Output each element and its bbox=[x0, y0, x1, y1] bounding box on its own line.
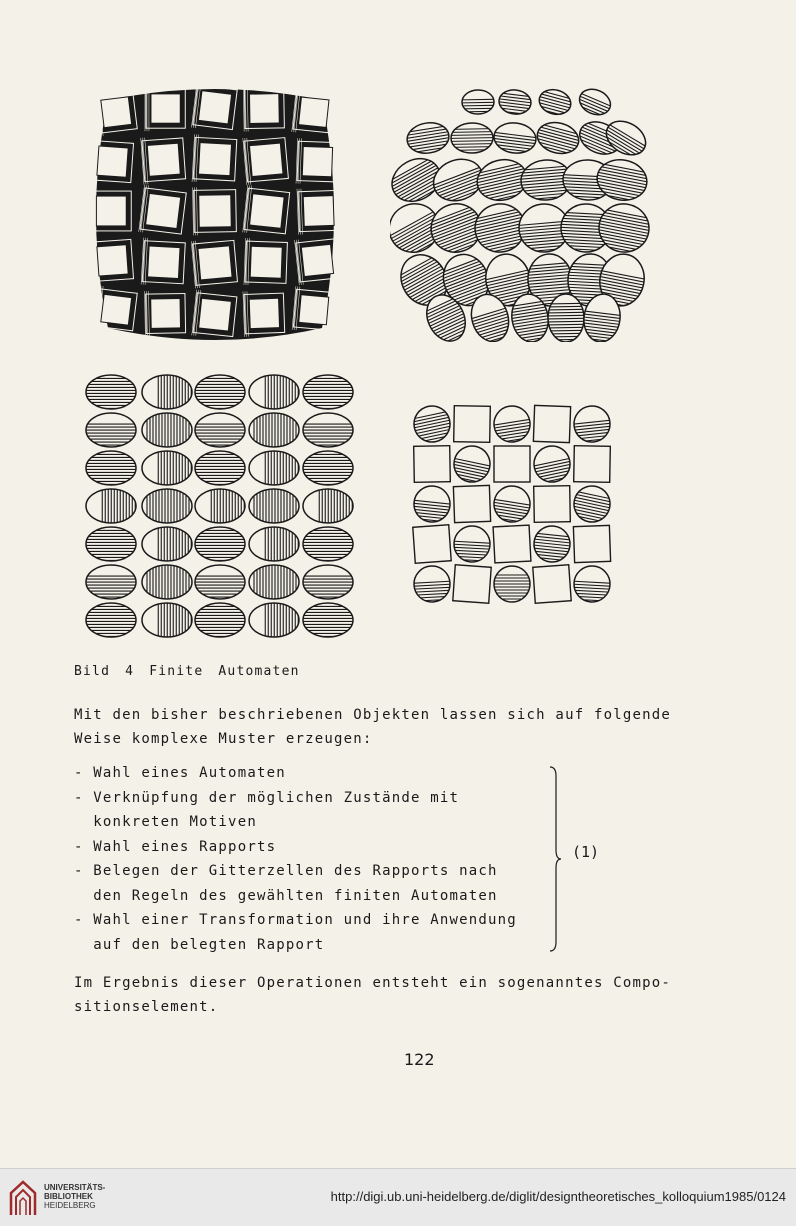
page-number: 122 bbox=[404, 1050, 435, 1069]
hatched-ellipse bbox=[573, 565, 611, 603]
hatched-ellipse bbox=[451, 443, 494, 486]
caption-title: Finite Automaten bbox=[149, 664, 300, 679]
hatched-ellipse bbox=[195, 413, 245, 447]
hatched-ellipse bbox=[249, 375, 299, 409]
hatched-ellipse bbox=[86, 565, 136, 599]
list-item: konkreten Motiven bbox=[74, 814, 257, 830]
hatched-ellipse bbox=[195, 451, 245, 485]
list-item: - Verknüpfung der möglichen Zustände mit bbox=[74, 789, 460, 806]
hatched-ellipse bbox=[142, 603, 192, 637]
hatched-ellipse bbox=[249, 413, 299, 447]
hatched-ellipse bbox=[498, 88, 533, 116]
square-cell bbox=[413, 525, 451, 563]
right-brace bbox=[548, 766, 562, 952]
hatched-ellipse bbox=[86, 375, 136, 409]
hatched-ellipse bbox=[532, 524, 572, 564]
hatched-ellipse bbox=[412, 484, 452, 524]
hatched-ellipse bbox=[86, 413, 136, 447]
square-cell bbox=[533, 565, 571, 603]
hatched-ellipse bbox=[195, 375, 245, 409]
hatched-ellipse bbox=[411, 403, 454, 446]
hatched-ellipse bbox=[142, 413, 192, 447]
figure-square-grid bbox=[90, 86, 350, 344]
hatched-ellipse bbox=[531, 443, 574, 486]
intro-line: Mit den bisher beschriebenen Objekten lassen sich auf folgende bbox=[74, 707, 671, 723]
hatched-ellipse bbox=[142, 565, 192, 599]
figure-ellipse-sphere bbox=[390, 80, 650, 342]
hatched-ellipse bbox=[453, 525, 491, 563]
library-line: UNIVERSITÄTS- bbox=[44, 1183, 106, 1192]
hatched-ellipse bbox=[195, 527, 245, 561]
hatched-ellipse bbox=[86, 603, 136, 637]
square-cell bbox=[453, 485, 490, 522]
intro-line: Weise komplexe Muster erzeugen: bbox=[74, 731, 373, 747]
hatched-ellipse bbox=[536, 86, 573, 117]
hatched-ellipse bbox=[303, 565, 353, 599]
conclusion-paragraph bbox=[74, 971, 671, 1019]
square-cell bbox=[494, 446, 530, 482]
library-logo-icon bbox=[8, 1179, 38, 1217]
hatched-ellipse bbox=[571, 483, 614, 526]
hatched-ellipse bbox=[303, 451, 353, 485]
square-cell bbox=[533, 405, 570, 442]
hatched-ellipse bbox=[405, 120, 451, 156]
hatched-ellipse bbox=[142, 375, 192, 409]
equation-number: (1) bbox=[572, 843, 600, 861]
list-item: den Regeln des gewählten finiten Automaten bbox=[74, 887, 498, 904]
intro-paragraph bbox=[74, 703, 671, 751]
hatched-ellipse bbox=[548, 294, 585, 342]
conclusion-line: Im Ergebnis dieser Operationen entsteht ein sogenanntes Compo- bbox=[74, 975, 671, 991]
list-item: - Belegen der Gitterzellen des Rapports nach bbox=[74, 863, 498, 879]
hatched-ellipse bbox=[86, 527, 136, 561]
hatched-ellipse bbox=[86, 451, 136, 485]
hatched-ellipse bbox=[303, 489, 353, 523]
figure-mixed-grid bbox=[410, 402, 620, 610]
footer-bar bbox=[0, 1168, 796, 1226]
hatched-ellipse bbox=[451, 123, 494, 154]
hatched-ellipse bbox=[491, 483, 532, 524]
list-item: - Wahl eines Automaten bbox=[74, 765, 286, 781]
library-city: HEIDELBERG bbox=[44, 1201, 96, 1210]
square-cell bbox=[534, 486, 571, 523]
list-item: - Wahl eines Rapports bbox=[74, 838, 277, 855]
hatched-ellipse bbox=[142, 527, 192, 561]
hatched-ellipse bbox=[303, 375, 353, 409]
hatched-ellipse bbox=[86, 489, 136, 523]
square-cell bbox=[453, 565, 491, 603]
hatched-ellipse bbox=[303, 527, 353, 561]
hatched-ellipse bbox=[534, 118, 582, 158]
library-name bbox=[44, 1183, 105, 1210]
figure-caption bbox=[74, 664, 300, 679]
hatched-ellipse bbox=[249, 565, 299, 599]
square-cell bbox=[454, 406, 491, 443]
hatched-ellipse bbox=[576, 85, 615, 120]
hatched-ellipse bbox=[595, 200, 650, 257]
hatched-ellipse bbox=[142, 451, 192, 485]
hatched-ellipse bbox=[249, 489, 299, 523]
hatched-ellipse bbox=[195, 489, 245, 523]
list-item: - Wahl einer Transformation und ihre Anwendung bbox=[74, 912, 517, 928]
hatched-ellipse bbox=[303, 603, 353, 637]
step-list bbox=[74, 761, 517, 957]
hatched-ellipse bbox=[494, 566, 530, 602]
list-item: auf den belegten Rapport bbox=[74, 936, 325, 953]
hatched-ellipse bbox=[249, 527, 299, 561]
hatched-ellipse bbox=[142, 489, 192, 523]
hatched-ellipse bbox=[491, 403, 532, 444]
conclusion-line: sitionselement. bbox=[74, 999, 219, 1015]
caption-label: Bild 4 bbox=[74, 664, 135, 679]
hatched-ellipse bbox=[413, 565, 451, 603]
hatched-ellipse bbox=[462, 90, 494, 115]
hatched-ellipse bbox=[195, 565, 245, 599]
hatched-ellipse bbox=[572, 404, 612, 444]
hatched-ellipse bbox=[249, 603, 299, 637]
square-cell bbox=[493, 525, 531, 563]
hatched-ellipse bbox=[195, 603, 245, 637]
source-url-link[interactable]: http://digi.ub.uni-heidelberg.de/diglit/designtheoretisches_kolloquium1985/0124 bbox=[330, 1189, 786, 1204]
library-line: BIBLIOTHEK bbox=[44, 1192, 93, 1201]
hatched-ellipse bbox=[492, 121, 537, 156]
hatched-ellipse bbox=[249, 451, 299, 485]
square-cell bbox=[573, 525, 610, 562]
square-cell bbox=[574, 446, 611, 483]
hatched-ellipse bbox=[303, 413, 353, 447]
figure-circle-grid bbox=[80, 370, 360, 646]
square-cell bbox=[414, 446, 451, 483]
